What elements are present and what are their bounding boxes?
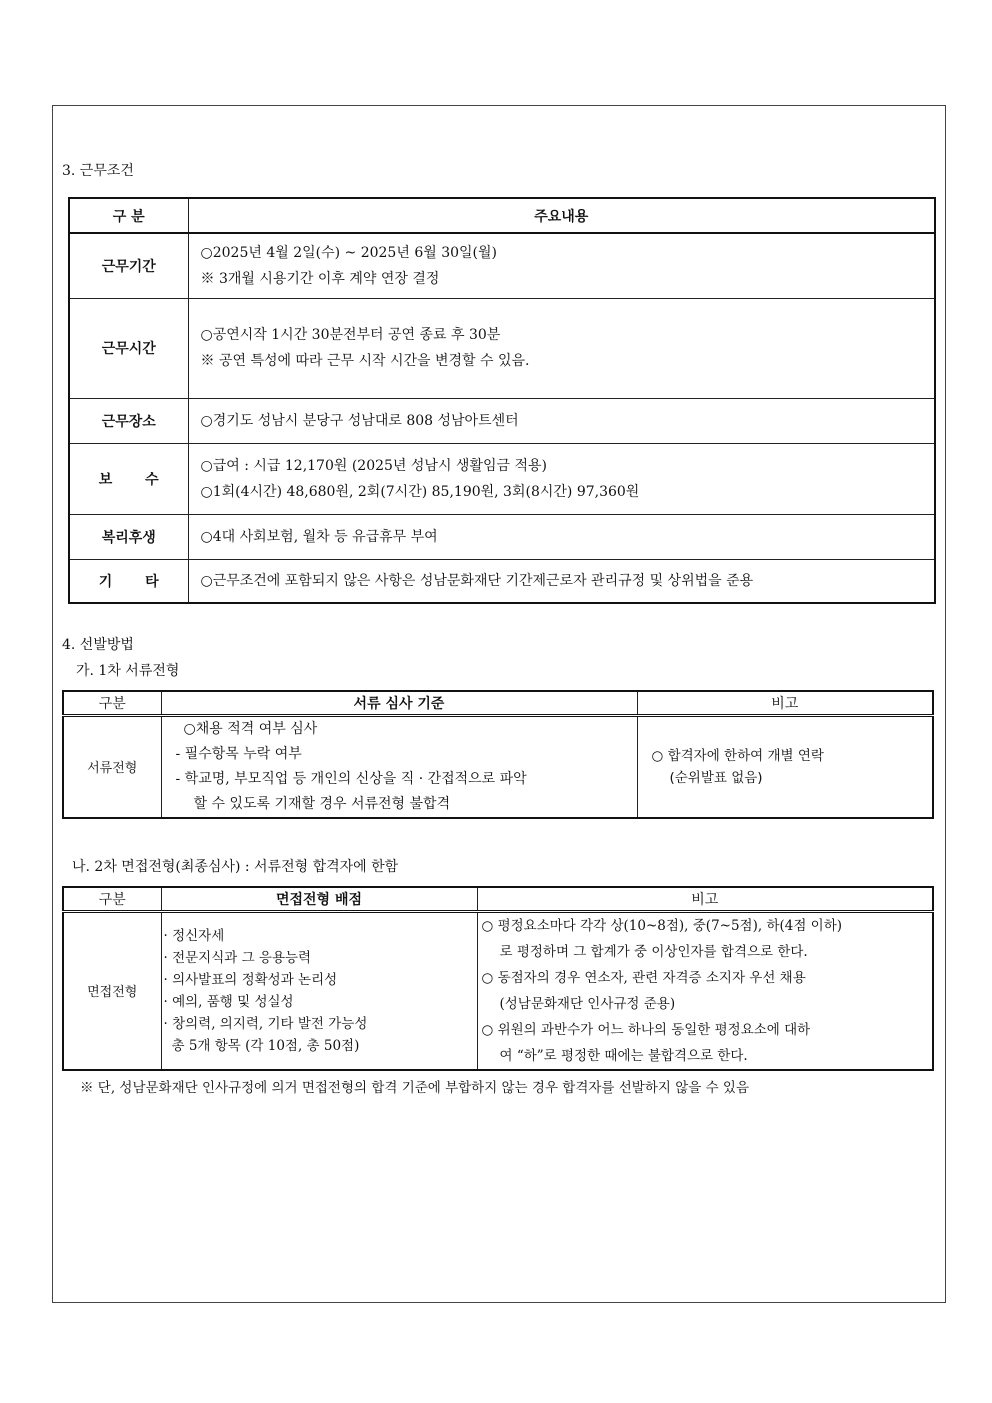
- row-content: [161, 715, 637, 818]
- content-line: ○급여 : 시급 12,170원 (2025년 성남시 생활임금 적용): [200, 457, 547, 474]
- col-header-category: 구분: [63, 887, 161, 911]
- content-line: · 전문지식과 그 응용능력: [163, 949, 312, 966]
- table-row: [69, 398, 935, 443]
- row-label: 근무시간: [69, 298, 188, 398]
- note-line: 로 평정하며 그 합계가 중 이상인자를 합격으로 한다.: [499, 943, 808, 960]
- content-line: ○경기도 성남시 분당구 성남대로 808 성남아트센터: [200, 412, 519, 429]
- content-line: · 예의, 품행 및 성실성: [163, 993, 294, 1010]
- row-content: [188, 443, 935, 514]
- content-line: ※ 공연 특성에 따라 근무 시작 시간을 변경할 수 있음.: [200, 353, 530, 369]
- content-line: 총 5개 항목 (각 10점, 총 50점): [171, 1037, 360, 1054]
- table-row: [63, 911, 933, 1070]
- note-line: ○ 동점자의 경우 연소자, 관련 자격증 소지자 우선 채용: [481, 969, 806, 986]
- content-line: - 필수항목 누락 여부: [175, 745, 302, 762]
- content-line: · 정신자세: [163, 927, 225, 944]
- col-header-criteria: 서류 심사 기준: [161, 691, 637, 715]
- row-label: 근무기간: [69, 233, 188, 298]
- col-header-label: 구 분: [69, 198, 188, 233]
- row-label: 근무장소: [69, 398, 188, 443]
- row-label: 복리후생: [69, 514, 188, 559]
- note-line: ○ 평정요소마다 각각 상(10~8점), 중(7~5점), 하(4점 이하): [481, 917, 843, 934]
- col-header-category: 구분: [63, 691, 161, 715]
- table-row: [69, 559, 935, 603]
- table-row: [69, 298, 935, 398]
- work-conditions-table: [68, 197, 936, 604]
- row-content: [188, 514, 935, 559]
- sub-b-title: 나. 2차 면접전형(최종심사) : 서류전형 합격자에 한함: [72, 859, 399, 875]
- content-line: ○4대 사회보험, 월차 등 유급휴무 부여: [200, 528, 438, 545]
- table-row: [63, 715, 933, 818]
- footnote: ※ 단, 성남문화재단 인사규정에 의거 면접전형의 합격 기준에 부합하지 않는 경우 합격자를 선발하지 않을 수 있음: [80, 1080, 750, 1096]
- content-line: ○채용 적격 여부 심사: [183, 720, 318, 737]
- row-note: [477, 911, 933, 1070]
- table-row: [69, 443, 935, 514]
- document-screening-table: [62, 690, 934, 819]
- table-header-row: [69, 198, 935, 233]
- note-line: 여 “하”로 평정한 때에는 불합격으로 한다.: [499, 1047, 748, 1064]
- interview-screening-table: [62, 886, 934, 1071]
- col-header-note: 비고: [637, 691, 933, 715]
- col-header-content: 주요내용: [188, 198, 935, 233]
- section4-heading: 4. 선발방법: [62, 637, 134, 653]
- content-line: · 의사발표의 정확성과 논리성: [163, 971, 338, 988]
- table-header-row: [63, 887, 933, 911]
- content-line: ○2025년 4월 2일(수) ~ 2025년 6월 30일(월): [200, 244, 497, 261]
- content-line: ※ 3개월 시용기간 이후 계약 연장 결정: [200, 270, 440, 287]
- row-content: [188, 233, 935, 298]
- content-line: ○근무조건에 포함되지 않은 사항은 성남문화재단 기간제근로자 관리규정 및 상위법을 준용: [200, 572, 754, 589]
- row-content: [188, 559, 935, 603]
- section3-heading: 3. 근무조건: [62, 163, 134, 179]
- table-header-row: [63, 691, 933, 715]
- row-content: [161, 911, 477, 1070]
- note-line: (순위발표 없음): [669, 769, 763, 786]
- content-line: · 창의력, 의지력, 기타 발전 가능성: [163, 1015, 368, 1032]
- row-label: 보 수: [69, 443, 188, 514]
- table-row: [69, 233, 935, 298]
- row-note: [637, 715, 933, 818]
- content-line: ○1회(4시간) 48,680원, 2회(7시간) 85,190원, 3회(8시간) 97,360원: [200, 483, 640, 500]
- col-header-scoring: 면접전형 배점: [161, 887, 477, 911]
- row-label: 기 타: [69, 559, 188, 603]
- note-line: (성남문화재단 인사규정 준용): [499, 995, 676, 1012]
- row-label: 서류전형: [63, 715, 161, 818]
- sub-a-title: 가. 1차 서류전형: [76, 663, 180, 679]
- row-label: 면접전형: [63, 911, 161, 1070]
- col-header-note: 비고: [477, 887, 933, 911]
- table-row: [69, 514, 935, 559]
- content-line: 할 수 있도록 기재할 경우 서류전형 불합격: [193, 795, 451, 812]
- note-line: ○ 위원의 과반수가 어느 하나의 동일한 평정요소에 대하: [481, 1021, 811, 1038]
- content-line: ○공연시작 1시간 30분전부터 공연 종료 후 30분: [200, 327, 501, 343]
- row-content: [188, 398, 935, 443]
- content-line: - 학교명, 부모직업 등 개인의 신상을 직 · 간접적으로 파악: [175, 770, 527, 787]
- note-line: ○ 합격자에 한하여 개별 연락: [651, 747, 824, 764]
- row-content: [188, 298, 935, 398]
